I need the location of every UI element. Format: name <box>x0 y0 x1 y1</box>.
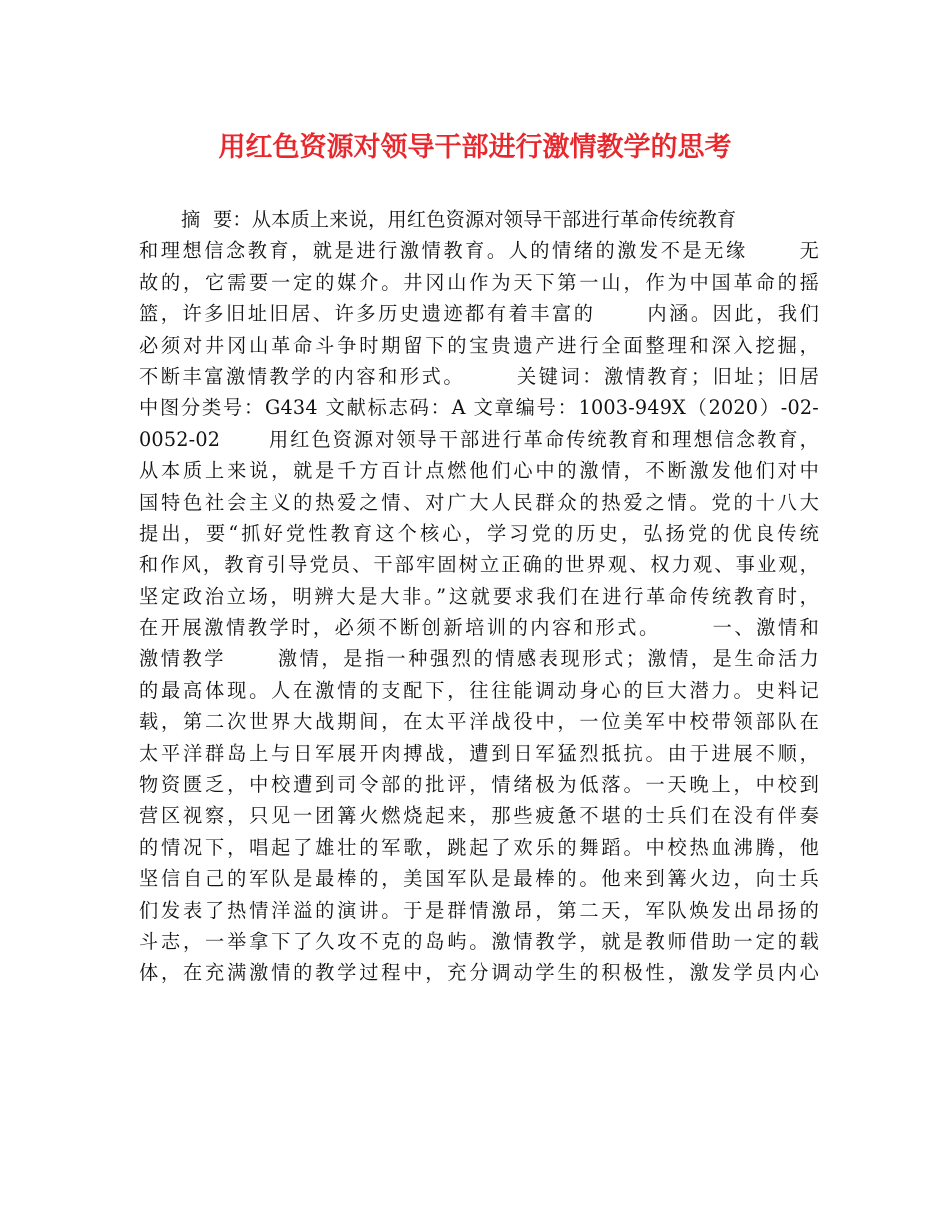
body-line: 们发表了热情洋溢的演讲。于是群情激昂，第二天，军队焕发出昂扬的 <box>139 898 819 922</box>
document-body <box>139 204 819 989</box>
body-line: 摘 要：从本质上来说，用红色资源对领导干部进行革命传统教育 <box>181 208 737 231</box>
body-line: 0052-02 用红色资源对领导干部进行革命传统教育和理想信念教育， <box>139 427 819 451</box>
body-line: 营区视察，只见一团篝火燃烧起来，那些疲惫不堪的士兵们在没有伴奏 <box>139 804 819 828</box>
body-line: 篮，许多旧址旧居、许多历史遗迹都有着丰富的 内涵。因此，我们 <box>139 302 819 326</box>
body-line: 激情教学 激情，是指一种强烈的情感表现形式；激情，是生命活力 <box>139 647 819 671</box>
body-line: 在开展激情教学时，必须不断创新培训的内容和形式。 一、激情和 <box>139 616 819 640</box>
body-line: 坚定政治立场，明辨大是大非。”这就要求我们在进行革命传统教育时， <box>139 584 819 608</box>
body-line: 的情况下，唱起了雄壮的军歌，跳起了欢乐的舞蹈。中校热血沸腾，他 <box>139 835 819 859</box>
body-line: 太平洋群岛上与日军展开肉搏战，遭到日军猛烈抵抗。由于进展不顺， <box>139 741 819 765</box>
body-line: 物资匮乏，中校遭到司令部的批评，情绪极为低落。一天晚上，中校到 <box>139 773 819 797</box>
body-line: 体，在充满激情的教学过程中，充分调动学生的积极性，激发学员内心 <box>139 961 819 985</box>
body-line: 必须对井冈山革命斗争时期留下的宝贵遗产进行全面整理和深入挖掘， <box>139 333 819 357</box>
body-line: 坚信自己的军队是最棒的，美国军队是最棒的。他来到篝火边，向士兵 <box>139 867 819 891</box>
body-line: 和理想信念教育，就是进行激情教育。人的情绪的激发不是无缘 无 <box>139 239 819 263</box>
body-line: 从本质上来说，就是千方百计点燃他们心中的激情，不断激发他们对中 <box>139 459 819 483</box>
body-line: 国特色社会主义的热爱之情、对广大人民群众的热爱之情。党的十八大 <box>139 490 819 514</box>
body-line: 故的，它需要一定的媒介。井冈山作为天下第一山，作为中国革命的摇 <box>139 270 819 294</box>
body-line: 的最高体现。人在激情的支配下，往往能调动身心的巨大潜力。史料记 <box>139 678 819 702</box>
document-title: 用红色资源对领导干部进行激情教学的思考 <box>218 132 732 163</box>
body-line: 中图分类号：G434 文献标志码：A 文章编号：1003-949X（2020）-02- <box>139 396 819 420</box>
body-line: 斗志，一举拿下了久攻不克的岛屿。激情教学，就是教师借助一定的载 <box>139 929 819 953</box>
body-line: 提出，要“抓好党性教育这个核心，学习党的历史，弘扬党的优良传统 <box>139 521 819 545</box>
body-line: 载，第二次世界大战期间，在太平洋战役中，一位美军中校带领部队在 <box>139 710 819 734</box>
body-line: 和作风，教育引导党员、干部牢固树立正确的世界观、权力观、事业观， <box>139 553 819 577</box>
body-line: 不断丰富激情教学的内容和形式。 关键词：激情教育；旧址；旧居 <box>139 364 819 388</box>
